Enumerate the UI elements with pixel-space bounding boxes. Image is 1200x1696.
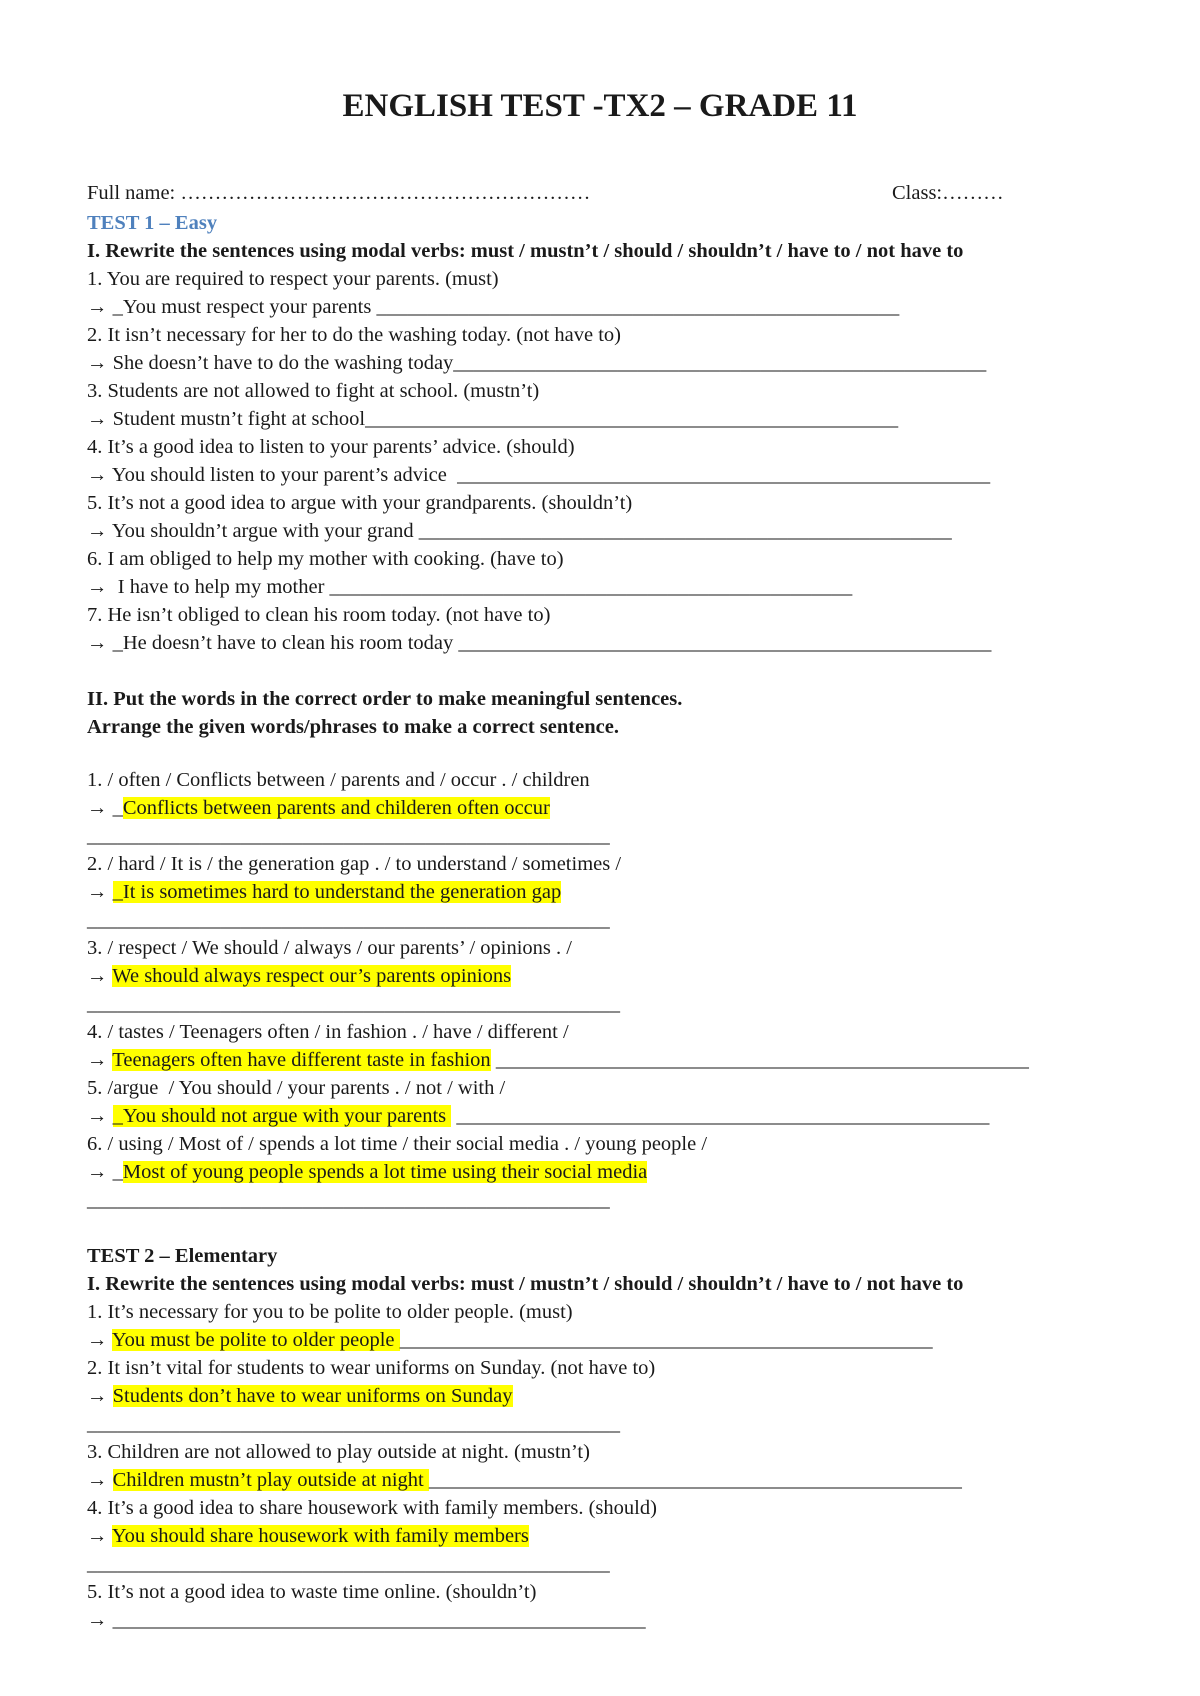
test1-q6-answer: → I have to help my mother ___________________________________________________	[87, 576, 853, 598]
test2-q2-answer-line	[87, 1383, 513, 1409]
arrow: →	[87, 881, 113, 903]
test1-q5-answer: → You shouldn’t argue with your grand ____________________________________________________	[87, 520, 952, 542]
test1-p2-q4-prompt: 4. / tastes / Teenagers often / in fashion . / have / different /	[87, 1021, 569, 1043]
answer-blank: ____________________________________________________	[399, 1329, 933, 1351]
highlighted-answer: You must be polite to older people	[111, 1329, 400, 1351]
arrow: →	[87, 1609, 113, 1631]
test1-p2-q1-answer-line	[87, 795, 550, 821]
test1-part1-instruction: I. Rewrite the sentences using modal verbs: must / mustn’t / should / shouldn’t / have to / not have to	[87, 240, 964, 262]
test2-q5-answer-line	[87, 1607, 646, 1633]
test1-q4-prompt: 4. It’s a good idea to listen to your parents’ advice. (should)	[87, 436, 575, 458]
test2-heading: TEST 2 – Elementary	[87, 1245, 278, 1267]
test1-p2-q5-prompt: 5. /argue / You should / your parents . / not / with /	[87, 1077, 506, 1099]
test2-part1-instruction: I. Rewrite the sentences using modal verbs: must / mustn’t / should / shouldn’t / have to / not have to	[87, 1273, 964, 1295]
test1-p2-q1-blank: ___________________________________________________	[87, 825, 610, 847]
test1-q3-answer: → Student mustn’t fight at school____________________________________________________	[87, 408, 899, 430]
class-label: Class:………	[892, 182, 1004, 204]
test1-q4-answer: → You should listen to your parent’s advice ____________________________________________________	[87, 464, 991, 486]
test2-q5-prompt: 5. It’s not a good idea to waste time online. (shouldn’t)	[87, 1581, 537, 1603]
test1-p2-q2-prompt: 2. / hard / It is / the generation gap . / to understand / sometimes /	[87, 853, 622, 875]
test1-p2-q6-answer-line	[87, 1159, 647, 1185]
test1-part2-instruction-2: Arrange the given words/phrases to make a correct sentence.	[87, 716, 619, 738]
test1-q3-prompt: 3. Students are not allowed to fight at school. (mustn’t)	[87, 380, 540, 402]
test1-p2-q3-blank: ____________________________________________________	[87, 993, 620, 1015]
test1-p2-q2-answer-line	[87, 879, 561, 905]
test2-q4-answer-line	[87, 1523, 529, 1549]
answer-blank: ____________________________________________________	[112, 1609, 646, 1631]
highlighted-answer: Most of young people spends a lot time using their social media	[122, 1161, 648, 1183]
arrow: →	[87, 1049, 113, 1071]
highlighted-answer: We should always respect our’s parents opinions	[112, 965, 512, 987]
test1-q2-answer: → She doesn’t have to do the washing today____________________________________________________	[87, 352, 987, 374]
test2-q3-prompt: 3. Children are not allowed to play outside at night. (mustn’t)	[87, 1441, 590, 1463]
arrow: → _	[87, 797, 123, 819]
test1-p2-q6-blank: ___________________________________________________	[87, 1189, 610, 1211]
test1-part2-instruction: II. Put the words in the correct order to make meaningful sentences.	[87, 688, 683, 710]
test2-q2-blank: ____________________________________________________	[87, 1413, 620, 1435]
test1-q1-answer: → _You must respect your parents ___________________________________________________	[87, 296, 900, 318]
arrow: → _	[87, 1161, 123, 1183]
test1-q2-prompt: 2. It isn’t necessary for her to do the washing today. (not have to)	[87, 324, 622, 346]
page-title: ENGLISH TEST -TX2 – GRADE 11	[342, 88, 858, 124]
test1-q7-prompt: 7. He isn’t obliged to clean his room today. (not have to)	[87, 604, 551, 626]
test1-q1-prompt: 1. You are required to respect your parents. (must)	[87, 268, 499, 290]
test1-heading: TEST 1 – Easy	[87, 212, 218, 234]
test1-q5-prompt: 5. It’s not a good idea to argue with your grandparents. (shouldn’t)	[87, 492, 633, 514]
test2-q1-answer-line	[87, 1327, 933, 1353]
test1-q7-answer: → _He doesn’t have to clean his room today ____________________________________________________	[87, 632, 992, 654]
test1-p2-q4-answer-line	[87, 1047, 1029, 1073]
test1-p2-q3-prompt: 3. / respect / We should / always / our parents’ / opinions . /	[87, 937, 572, 959]
test1-p2-q5-answer-line	[87, 1103, 989, 1129]
highlighted-answer: Children mustn’t play outside at night	[112, 1469, 429, 1491]
test2-q1-prompt: 1. It’s necessary for you to be polite to older people. (must)	[87, 1301, 573, 1323]
test2-q4-prompt: 4. It’s a good idea to share housework with family members. (should)	[87, 1497, 657, 1519]
answer-blank: ____________________________________________________	[490, 1049, 1029, 1071]
test2-q3-answer-line	[87, 1467, 962, 1493]
full-name-label: Full name: ……………………………………………………	[87, 182, 591, 204]
answer-blank: ____________________________________________________	[451, 1105, 990, 1127]
highlighted-answer: Teenagers often have different taste in fashion	[112, 1049, 491, 1071]
test2-q4-blank: ___________________________________________________	[87, 1553, 610, 1575]
highlighted-answer: _It is sometimes hard to understand the generation gap	[112, 881, 562, 903]
highlighted-answer: Conflicts between parents and childeren often occur	[122, 797, 550, 819]
test2-q2-prompt: 2. It isn’t vital for students to wear uniforms on Sunday. (not have to)	[87, 1357, 656, 1379]
highlighted-answer: You should share housework with family members	[111, 1525, 529, 1547]
highlighted-answer: _You should not argue with your parents	[112, 1105, 452, 1127]
arrow: →	[87, 965, 113, 987]
answer-blank: ____________________________________________________	[428, 1469, 962, 1491]
highlighted-answer: Students don’t have to wear uniforms on Sunday	[112, 1385, 513, 1407]
arrow: →	[87, 1105, 113, 1127]
test1-p2-q3-answer-line	[87, 963, 511, 989]
test1-p2-q6-prompt: 6. / using / Most of / spends a lot time / their social media . / young people /	[87, 1133, 708, 1155]
arrow: →	[87, 1469, 113, 1491]
test1-q6-prompt: 6. I am obliged to help my mother with cooking. (have to)	[87, 548, 564, 570]
test1-p2-q1-prompt: 1. / often / Conflicts between / parents and / occur . / children	[87, 769, 590, 791]
arrow: →	[87, 1385, 113, 1407]
test1-p2-q2-blank: ___________________________________________________	[87, 909, 610, 931]
arrow: →	[87, 1329, 112, 1351]
arrow: →	[87, 1525, 112, 1547]
